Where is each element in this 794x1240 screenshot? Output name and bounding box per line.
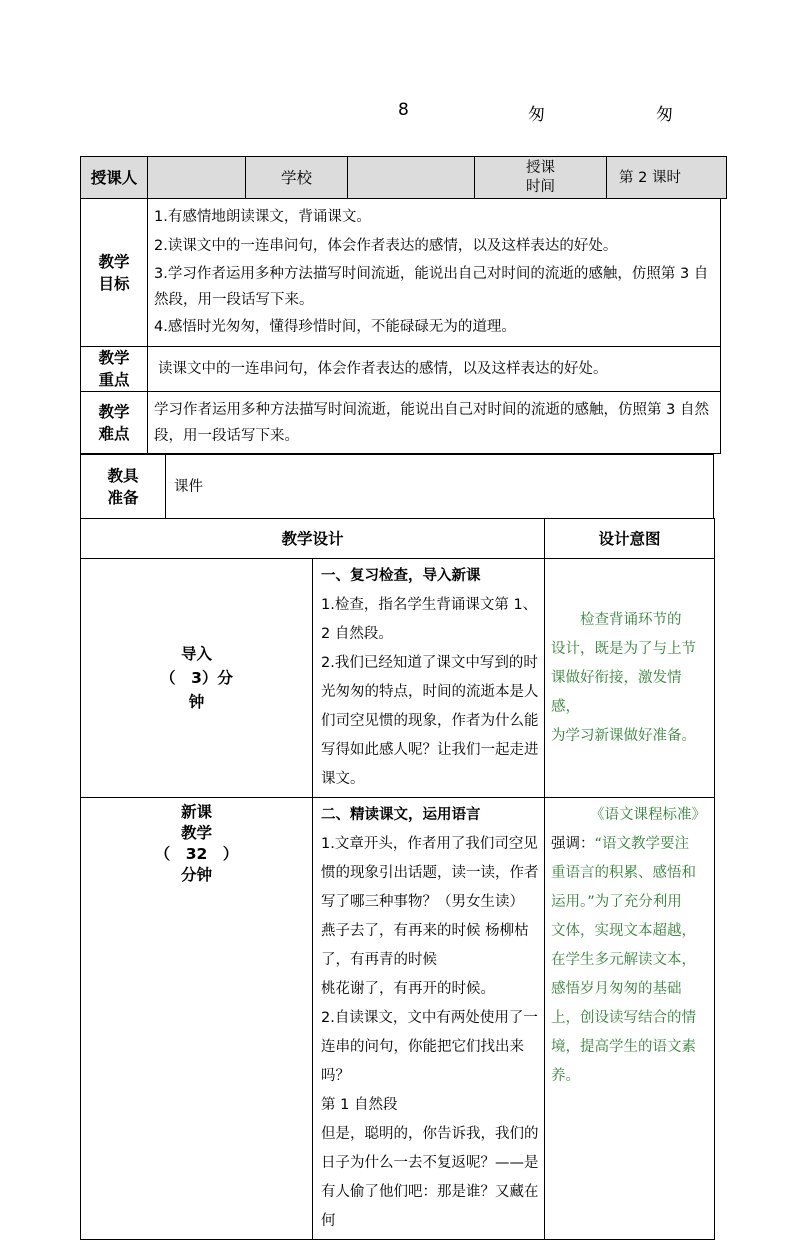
school-label: 学校 [246,157,348,199]
intent-line: 养。 [551,1068,580,1084]
design-header-left: 教学设计 [81,519,545,559]
title-char-1: 匆 [528,105,545,125]
objectives-table [80,198,721,454]
intent-quote-start: “语文教学要注 [594,836,690,852]
intro-line: 2.我们已经知道了课文中写到的时光匆匆的特点，时间的流逝本是人们司空见惯的现象，作者为什么能写得如此感人呢？让我们一起走进课文。 [321,655,539,787]
new-lesson-content [313,798,545,1240]
intent-line: 感悟岁月匆匆的基础 [551,981,682,997]
school-value [348,157,475,199]
intent-line: 境，提高学生的语文素 [551,1039,696,1055]
intent-emphasize: 强调： [551,836,595,852]
intro-intent [545,559,715,798]
new-lesson-label-1: 新课 [180,803,212,821]
goal-item: 4.感悟时光匆匆，懂得珍惜时间，不能碌碌无为的道理。 [154,319,516,335]
new-lesson-line: 2.自读课文，文中有两处使用了一连串的问句，你能把它们找出来吗？ [321,1010,538,1084]
intro-label-2: （ 3）分 [160,669,233,687]
intro-intent-line: 课做好衔接，激发情感， [551,669,682,715]
difficulties-label-1: 教学 [98,402,130,421]
header-table [80,156,727,199]
intent-purpose: 为了充分利用 [594,894,682,910]
goals-label-2: 目标 [98,274,130,293]
intro-intent-line: 设计，既是为了与上节 [551,640,696,657]
goal-item: 2.读课文中的一连串问句，体会作者表达的感情，以及这样表达的好处。 [154,238,618,254]
key-points-label-1: 教学 [98,349,130,367]
key-points-label [81,347,148,392]
tools-label-1: 教具 [107,466,139,485]
time-label-2: 时间 [526,178,555,195]
key-points-label-2: 重点 [98,371,130,389]
teacher-value [148,157,246,199]
intent-line [551,888,710,917]
design-table [80,518,715,1240]
lesson-title [0,100,794,130]
title-char-2: 匆 [656,105,673,125]
new-lesson-intent [545,798,715,1240]
time-label [475,157,607,199]
new-lesson-heading: 二、精读课文，运用语言 [321,807,481,823]
intro-label-1: 导入 [180,645,212,663]
intro-intent-line: 检查背诵环节的 [551,611,682,628]
period-value: 第 2 课时 [607,157,727,199]
intent-line: 重语言的积累、感悟和 [551,865,696,881]
intent-line [551,830,710,859]
design-header-right: 设计意图 [545,519,715,559]
new-lesson-label-3: （ 32 ） [154,845,239,863]
intent-line: 上，创设读写结合的情 [551,1010,696,1026]
tools-table [80,454,714,519]
new-lesson-line: 1.文章开头，作者用了我们司空见惯的现象引出话题，读一读，作者写了哪三种事物？（男女生读） [321,836,539,910]
tools-text: 课件 [166,455,714,519]
new-lesson-line: 桃花谢了，有再开的时候。 [321,981,495,997]
difficulties-label [81,392,148,454]
goals-label-1: 教学 [98,252,130,271]
difficulties-label-2: 难点 [98,424,130,443]
new-lesson-line: 燕子去了，有再来的时候 杨柳枯了，有再青的时候 [321,923,529,968]
intent-quote-end: 运用。” [551,894,595,910]
intro-heading: 一、复习检查，导入新课 [321,568,481,584]
tools-label [81,455,166,519]
lesson-number: 8 [398,100,409,120]
intro-intent-line: 为学习新课做好准备。 [551,727,696,744]
new-lesson-line: 第 1 自然段 [321,1097,398,1113]
new-lesson-label [81,798,313,1240]
intro-line: 1.检查，指名学生背诵课文第 1、2 自然段。 [321,597,538,642]
intro-content [313,559,545,798]
new-lesson-label-2: 教学 [180,824,212,842]
new-lesson-line: 但是，聪明的，你告诉我，我们的日子为什么一去不复返呢？——是有人偷了他们吧：那是谁？又藏在何 [321,1126,539,1229]
goals-content [148,199,721,347]
intro-label [81,559,313,798]
intent-line: 文体，实现文本超越， [551,923,696,939]
key-points-text: 读课文中的一连串问句，体会作者表达的感情，以及这样表达的好处。 [148,347,721,392]
tools-label-2: 准备 [107,488,139,507]
goals-label [81,199,148,347]
difficulties-text: 学习作者运用多种方法描写时间流逝，能说出自己对时间的流逝的感触，仿照第 3 自然段，用一段话写下来。 [148,392,721,454]
new-lesson-label-4: 分钟 [180,866,212,884]
goal-item: 3.学习作者运用多种方法描写时间流逝，能说出自己对时间的流逝的感触，仿照第 3 自然段，用一段话写下来。 [154,266,709,308]
time-label-1: 授课 [526,159,555,176]
intent-line: 在学生多元解读文本， [551,952,696,968]
goal-item: 1.有感情地朗读课文，背诵课文。 [154,209,371,225]
intent-standard: 《语文课程标准》 [590,807,706,823]
teacher-label: 授课人 [81,157,148,199]
intro-label-3: 钟 [188,693,205,711]
